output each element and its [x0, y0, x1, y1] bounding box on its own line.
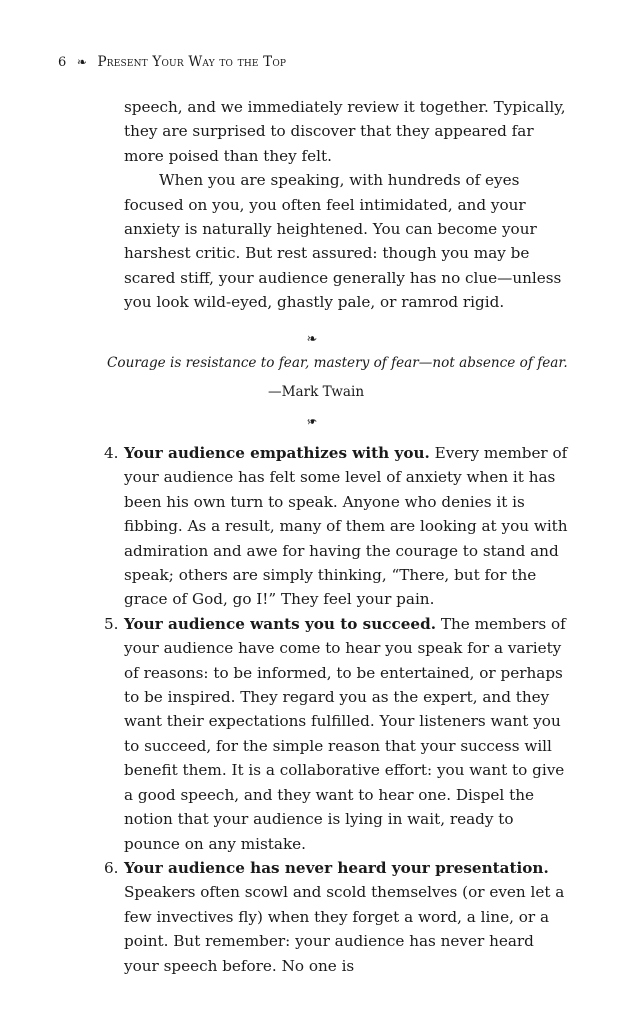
list-item-text: Speakers often scowl and scold themselves (or even let a few invectives fly) when they forget a word, a line, or a point. But remember: your audience has never heard your speech before. No one is: [124, 883, 565, 975]
paragraph: When you are speaking, with hundreds of eyes focused on you, you often feel intimidated, and your anxiety is naturally heightened. You can become your harshest critic. But rest assured: though you may be scared stiff, your audience generally has no clue—unless you look wild-eyed, ghastly pale, or ramrod rigid.: [124, 171, 562, 312]
fleuron-icon: ❧: [76, 55, 88, 69]
book-title: Present Your Way to the Top: [97, 54, 287, 70]
intro-text: [124, 95, 568, 315]
list-number: 5.: [104, 614, 119, 633]
list-item: [104, 612, 568, 856]
page-number: 6: [58, 55, 67, 70]
ornament-bottom-icon: ❧: [306, 413, 318, 428]
continued-paragraph: speech, and we immediately review it together. Typically, they are surprised to discover that they appeared far more poised than they felt.: [124, 98, 566, 165]
list-item: [104, 441, 568, 612]
epigraph-attribution: —Mark Twain: [268, 384, 365, 400]
running-head: [58, 54, 286, 70]
list-item-text: Every member of your audience has felt some level of anxiety when it has been his own turn to speak. Anyone who denies it is fibbing. As a result, many of them are looking at you with admiration and awe for having the courage to stand and speak; others are simply thinking, “There, but for the grace of God, go I!” They feel your pain.: [124, 444, 568, 609]
numbered-list: [104, 441, 568, 978]
list-item-lead: Your audience empathizes with you.: [124, 444, 430, 462]
ornament-top-icon: ❧: [306, 332, 318, 347]
list-number: 4.: [104, 444, 119, 462]
list-item: [104, 856, 568, 978]
list-number: 6.: [104, 858, 119, 877]
epigraph-quote: Courage is resistance to fear, mastery of fear—not absence of fear.: [107, 355, 568, 371]
list-item-lead: Your audience has never heard your presentation.: [124, 858, 549, 877]
list-item-lead: Your audience wants you to succeed.: [124, 614, 437, 633]
list-item-text: The members of your audience have come to hear you speak for a variety of reasons: to be informed, to be entertained, or perhaps to be inspired. They regard you as the expert, and they want their expectations fulfilled. Your listeners want you to succeed, for the simple reason that your success will benefit them. It is a collaborative effort: you want to give a good speech, and they want to hear one. Dispel the notion that your audience is lying in wait, ready to pounce on any mistake.: [124, 614, 566, 853]
